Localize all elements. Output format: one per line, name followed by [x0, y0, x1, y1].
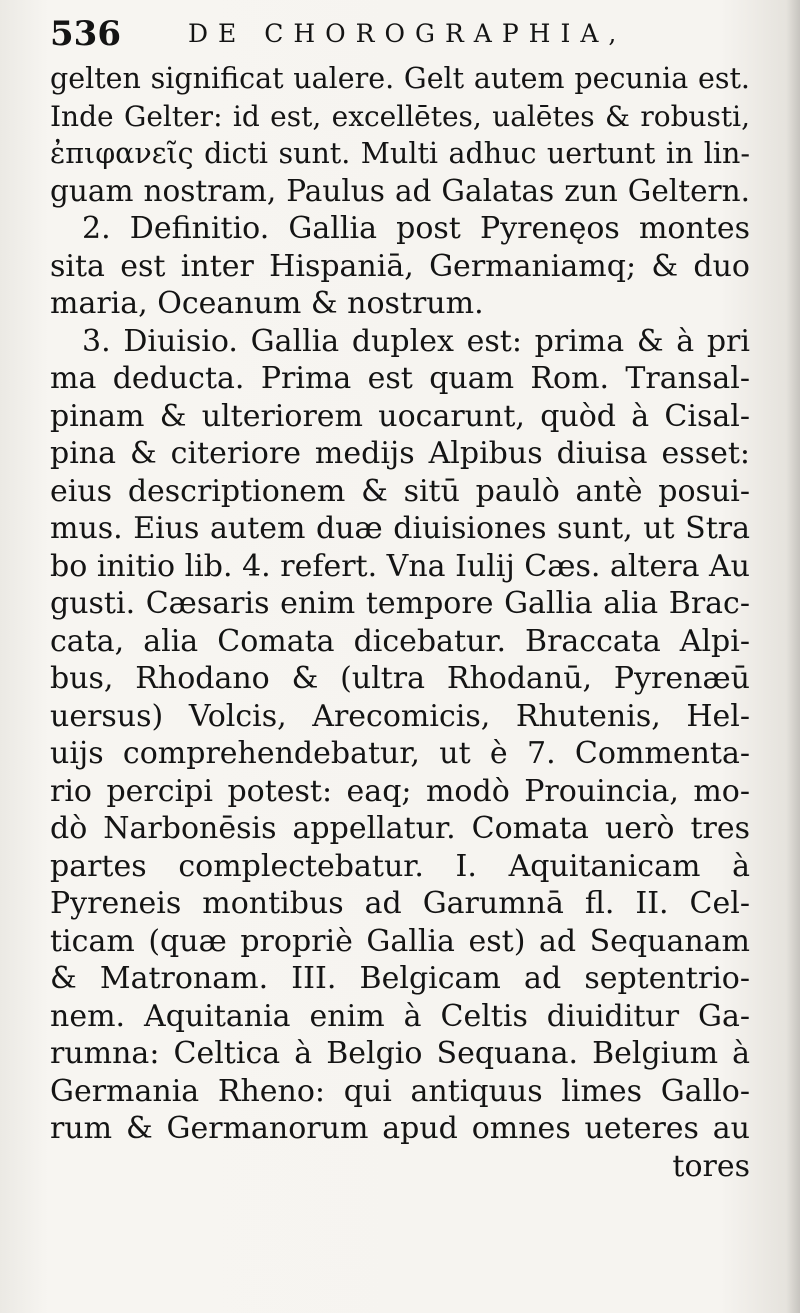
text-line: rum & Germanorum apud omnes ueteres au	[50, 1111, 750, 1146]
text-line: & Matronam. III. Belgicam ad septentrio-	[50, 961, 750, 996]
text-line: nem. Aquitania enim à Celtis diuiditur Ga-	[50, 998, 750, 1034]
text-line: pina & citeriore medijs Alpibus diuisa esset:	[50, 436, 750, 471]
text-line: 2. Definitio. Gallia post Pyrenęos montes	[82, 211, 750, 246]
text-line: rumna: Celtica à Belgio Sequana. Belgium à	[50, 1036, 750, 1071]
text-line: sita est inter Hispaniā, Germaniamq; & duo	[50, 248, 750, 284]
text-line: maria, Oceanum & nostrum.	[50, 286, 484, 321]
page-number: 536	[50, 14, 121, 54]
text-line: guam nostram, Paulus ad Galatas zun Geltern.	[50, 173, 750, 208]
text-line: Pyreneis montibus ad Garumnā fl. II. Cel-	[50, 886, 750, 921]
text-line: Germania Rheno: qui antiquus limes Gallo-	[50, 1073, 750, 1109]
text-line: Inde Gelter: id est, excellētes, ualētes & robusti,	[50, 99, 750, 133]
text-line: eius descriptionem & sitū paulò antè posui-	[50, 473, 750, 509]
text-line: mus. Eius autem duæ diuisiones sunt, ut Stra	[50, 511, 750, 546]
text-line: bus, Rhodano & (ultra Rhodanū, Pyrenæū	[50, 661, 750, 696]
text-line: uijs comprehendebatur, ut è 7. Commenta-	[50, 736, 750, 771]
text-line: cata, alia Comata dicebatur. Braccata Alpi-	[50, 623, 750, 659]
text-line: rio percipi potest: eaq; modò Prouincia, mo-	[50, 773, 750, 809]
text-line: ἐπιφανεῖς dicti sunt. Multi adhuc uertunt in lin-	[50, 137, 750, 170]
page-header	[50, 14, 760, 54]
page-edge-shadow	[786, 0, 800, 1313]
text-line: ma deducta. Prima est quam Rom. Transal-	[50, 361, 750, 396]
text-line: ticam (quæ propriè Gallia est) ad Sequanam	[50, 923, 750, 959]
text-line: dò Narbonēsis appellatur. Comata uerò tres	[50, 811, 750, 846]
text-line: 3. Diuisio. Gallia duplex est: prima & à pri	[82, 323, 750, 359]
text-line: gelten significat ualere. Gelt autem pecunia est.	[50, 62, 750, 95]
running-head: DE CHOROGRAPHIA,	[188, 19, 627, 48]
text-line: partes complectebatur. I. Aquitanicam à	[50, 848, 750, 884]
catchword: tores	[672, 1148, 750, 1184]
text-line: bo initio lib. 4. refert. Vna Iulij Cæs. altera Au	[50, 548, 750, 584]
body-text	[50, 60, 750, 1185]
text-line: gusti. Cæsaris enim tempore Gallia alia Brac-	[50, 586, 750, 621]
text-line: pinam & ulteriorem uocarunt, quòd à Cisal-	[50, 398, 750, 434]
text-line: uersus) Volcis, Arecomicis, Rhutenis, Hel-	[50, 698, 750, 734]
